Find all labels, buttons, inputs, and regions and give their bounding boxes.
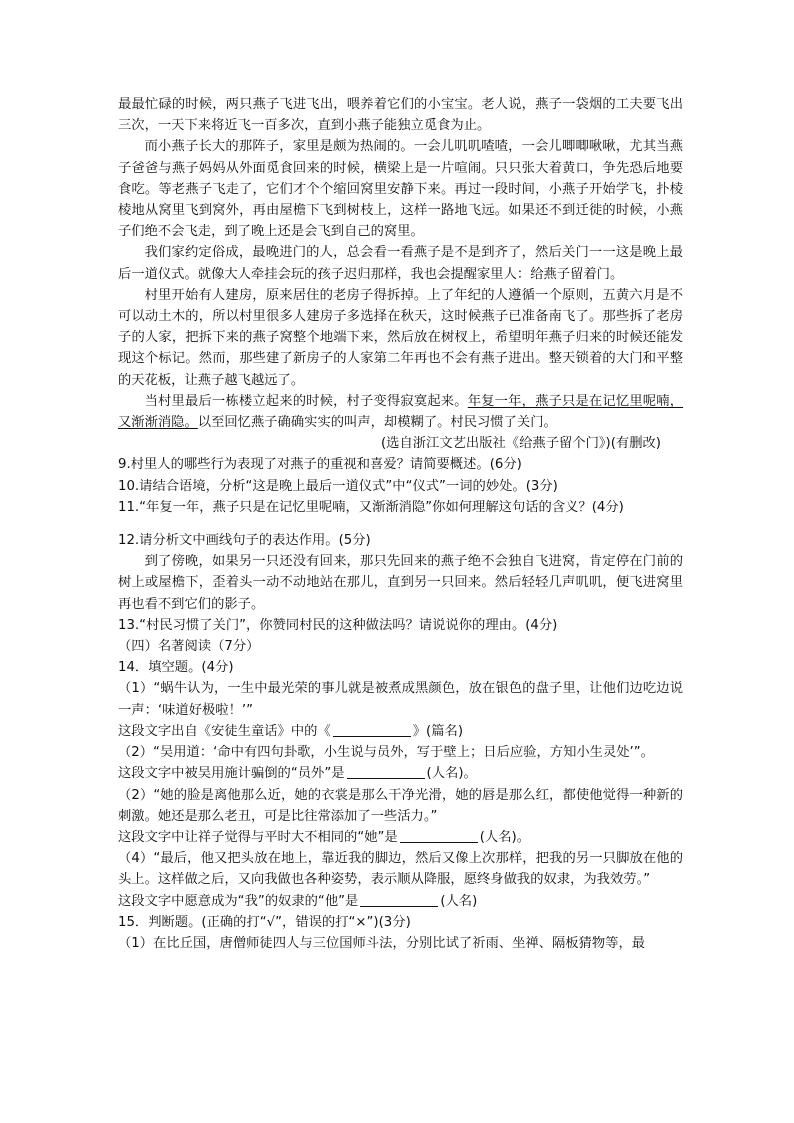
question-13: 13.“村民习惯了关门”，你赞同村民的这种做法吗？请说说你的理由。(4分) — [118, 617, 558, 633]
prompt-text: (人名) — [440, 893, 478, 909]
question-15-1: （1）在比丘国，唐僧师徒四人与三位国师斗法，分别比试了祈雨、坐禅、隔板猜物等，最 — [118, 935, 646, 951]
passage-source: (选自浙江文艺出版社《给燕子留个门》)(有删改) — [380, 436, 661, 452]
fill-blank[interactable] — [360, 892, 438, 907]
question-10: 10.请结合语境，分析“这是晚上最后一道仪式”中“仪式”一词的妙处。(3分) — [118, 478, 558, 494]
section-heading: （四）名著阅读（7分） — [118, 639, 260, 655]
question-12: 12.请分析文中画线句子的表达作用。(5分) — [118, 533, 371, 549]
prompt-text: 这段文字出自《安徒生童话》中的《 — [118, 723, 331, 739]
q14-2-prompt — [118, 763, 683, 784]
question-9: 9.村里人的哪些行为表现了对燕子的重视和喜爱？请简要概述。(6分) — [118, 457, 522, 473]
question-15: 15．判断题。(正确的打“√”，错误的打“×”)(3分) — [118, 914, 411, 930]
q14-4-prompt — [118, 891, 683, 912]
passage-paragraph-1: 最最忙碌的时候，两只燕子飞进飞出，喂养着它们的小宝宝。老人说，燕子一袋烟的工夫要飞出三次，一天下来将近飞一百多次，直到小燕子能独立觅食为止。 — [118, 97, 683, 134]
fill-blank[interactable] — [347, 764, 425, 779]
q14-1-prompt — [118, 721, 683, 742]
fill-blank[interactable] — [400, 828, 478, 843]
exam-page — [118, 94, 683, 954]
q14-1-quote: （1）“蜗牛认为，一生中最光荣的事儿就是被煮成黑颜色，放在银色的盘子里，让他们边吃边说一声：‘味道好极啦！’” — [118, 681, 683, 718]
passage-paragraph-5 — [118, 391, 683, 433]
q14-3-quote: （2）“她的脸是离他那么近，她的衣裳是那么干净光滑，她的唇是那么红，都使他觉得一种新的刺激。她还是那么老丑，可是比往常添加了一些活力。” — [118, 787, 683, 824]
fill-blank[interactable] — [333, 722, 411, 737]
passage-paragraph-4: 村里开始有人建房，原来居住的老房子得拆掉。上了年纪的人遵循一个原则，五黄六月是不可以动土木的，所以村里很多人建房子多选择在秋天，这时候燕子已准备南飞了。那些拆了老房子的人家，把拆下来的燕子窝整个地端下来，然后放在树杈上，希望明年燕子归来的时候还能发现这个标记。然而，那些建了新房子的人家第二年再也不会有燕子进出。整天锁着的大门和平整的天花板，让燕子越飞越远了。 — [118, 287, 683, 388]
answer-space — [118, 518, 683, 530]
passage-paragraph-2: 而小燕子长大的那阵子，家里是颇为热闹的。一会儿叽叽喳喳，一会儿唧唧啾啾，尤其当燕子爸爸与燕子妈妈从外面觅食回来的时候，横梁上是一片喧闹。只只张大着黄口，争先恐后地要食吃。等老燕子飞走了，它们才个个缩回窝里安静下来。再过一段时间，小燕子开始学飞，扑棱棱地从窝里飞到窝外，再由屋檐下飞到树枝上，这样一路地飞远。如果还不到迁徙的时候，小燕子们绝不会飞走，到了晚上还是会飞到自己的窝里。 — [118, 139, 683, 240]
prompt-text: 这段文字中让祥子觉得与平时大不相同的“她”是 — [118, 829, 398, 845]
q14-3-prompt — [118, 827, 683, 848]
prompt-text: 这段文字中被吴用施计骗倒的“员外”是 — [118, 766, 345, 782]
prompt-text: (人名)。 — [426, 766, 477, 782]
passage-paragraph-3: 我们家约定俗成，最晚进门的人，总会看一看燕子是不是到齐了，然后关门一一这是晚上最后一道仪式。就像大人牵挂会玩的孩子迟归那样，我也会提醒家里人：给燕子留着门。 — [118, 245, 683, 282]
underlined-sentence: 年复一年，燕子只是在记忆里呢喃，又渐渐消隐。 — [118, 393, 684, 431]
prompt-text: 这段文字中愿意成为“我”的奴隶的“他”是 — [118, 893, 359, 909]
question-12-passage: 到了傍晚，如果另一只还没有回来，那只先回来的燕子绝不会独自飞进窝，肯定停在门前的树上或屋檐下，歪着头一动不动地站在那儿，直到另一只回来。然后轻轻几声叽叽，便飞进窝里再也看不到它们的影子。 — [118, 554, 683, 612]
question-14: 14．填空题。(4分) — [118, 660, 234, 676]
q14-2-quote: （2）“吴用道：‘命中有四句卦歌，小生说与员外，写于壁上；日后应验，方知小生灵处’”。 — [118, 745, 654, 761]
passage-text: 当村里最后一栋楼立起来的时候，村子变得寂寞起来。 — [144, 393, 468, 409]
q14-4-quote: （4）“最后，他又把头放在地上，靠近我的脚边，然后又像上次那样，把我的另一只脚放在他的头上。这样做之后，又向我做也各种姿势，表示顺从降服，愿终身做我的奴隶，为我效劳。” — [118, 851, 683, 888]
prompt-text: 》(篇名) — [412, 723, 464, 739]
question-11: 11.“年复一年，燕子只是在记忆里呢喃，又渐渐消隐”你如何理解这句话的含义？(4分) — [118, 499, 624, 515]
prompt-text: (人名)。 — [479, 829, 530, 845]
passage-text: 以至回忆燕子确确实实的叫声，却模糊了。村民习惯了关门。 — [197, 415, 557, 431]
